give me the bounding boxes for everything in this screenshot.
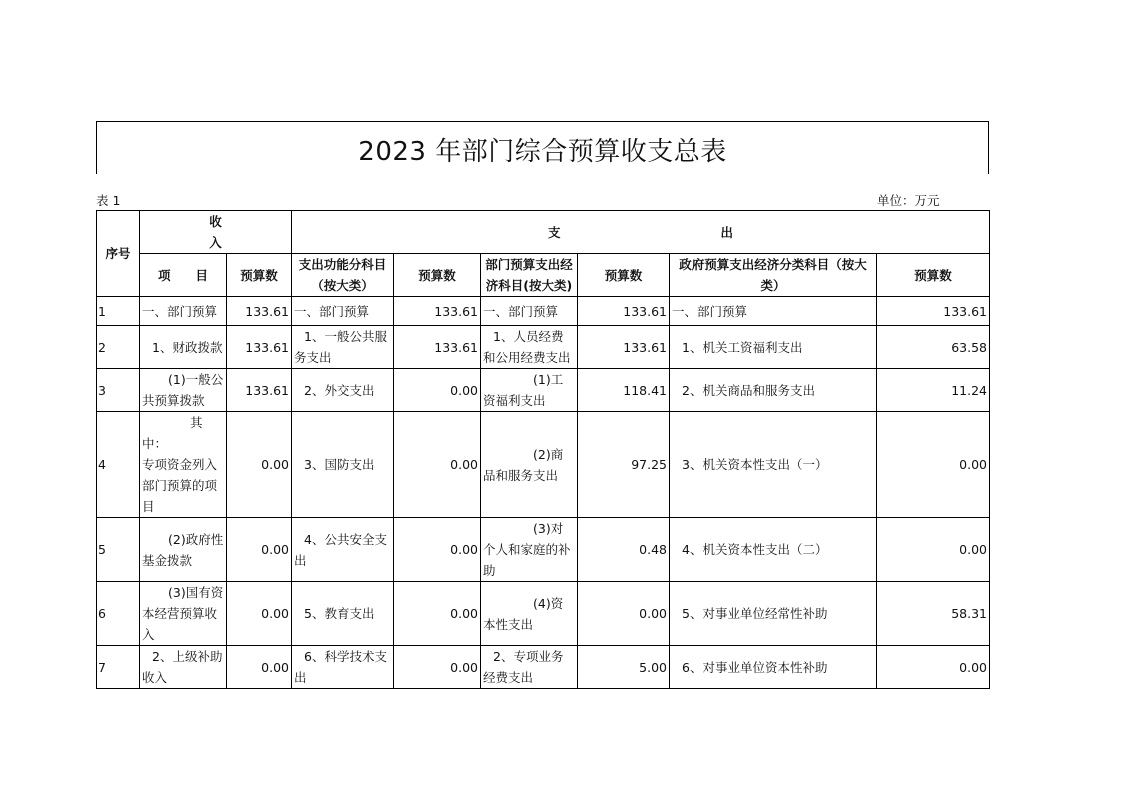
income-item-prefix: 其中： (142, 415, 203, 451)
row-seq: 2 (97, 326, 140, 369)
income-budget: 133.61 (227, 369, 292, 412)
header-row-2 (97, 254, 990, 297)
row-seq: 3 (97, 369, 140, 412)
income-item (140, 412, 227, 518)
dept-item: (4)资本性支出 (481, 582, 578, 646)
income-group-header (140, 211, 292, 254)
income-item: (2)政府性基金拨款 (140, 518, 227, 582)
gov-econ-header: 政府预算支出经济分类科目（按大类） (670, 254, 877, 297)
func-budget: 133.61 (394, 297, 481, 326)
income-budget: 0.00 (227, 412, 292, 518)
func-item: 4、公共安全支出 (292, 518, 394, 582)
func-budget: 0.00 (394, 518, 481, 582)
table-row (97, 646, 990, 689)
seq-header: 序号 (97, 211, 140, 297)
expense-group-label-left: 支 (547, 224, 561, 240)
dept-item: (1)工资福利支出 (481, 369, 578, 412)
dept-budget: 0.48 (578, 518, 670, 582)
func-item: 3、国防支出 (292, 412, 394, 518)
gov-item: 1、机关工资福利支出 (670, 326, 877, 369)
func-budget: 0.00 (394, 646, 481, 689)
gov-budget: 0.00 (877, 518, 990, 582)
row-seq: 1 (97, 297, 140, 326)
expense-group-header (292, 211, 990, 254)
dept-item: (3)对个人和家庭的补助 (481, 518, 578, 582)
dept-item: 2、专项业务经费支出 (481, 646, 578, 689)
income-budget: 0.00 (227, 646, 292, 689)
gov-item: 2、机关商品和服务支出 (670, 369, 877, 412)
dept-budget: 97.25 (578, 412, 670, 518)
func-item: 6、科学技术支出 (292, 646, 394, 689)
income-item: 2、上级补助收入 (140, 646, 227, 689)
row-seq: 6 (97, 582, 140, 646)
dept-item: 一、部门预算 (481, 297, 578, 326)
income-budget: 0.00 (227, 582, 292, 646)
gov-budget-header: 预算数 (877, 254, 990, 297)
gov-item: 5、对事业单位经常性补助 (670, 582, 877, 646)
gov-item: 6、对事业单位资本性补助 (670, 646, 877, 689)
func-budget: 0.00 (394, 582, 481, 646)
dept-item: (2)商品和服务支出 (481, 412, 578, 518)
income-budget: 133.61 (227, 297, 292, 326)
gov-item: 4、机关资本性支出（二） (670, 518, 877, 582)
budget-table (96, 210, 990, 689)
gov-budget: 0.00 (877, 646, 990, 689)
income-item: 一、部门预算 (140, 297, 227, 326)
row-seq: 4 (97, 412, 140, 518)
unit-label: 单位：万元 (877, 193, 940, 208)
func-class-header: 支出功能分科目（按大类） (292, 254, 394, 297)
income-budget: 133.61 (227, 326, 292, 369)
income-budget-header: 预算数 (227, 254, 292, 297)
func-item: 5、教育支出 (292, 582, 394, 646)
income-item: (3)国有资本经营预算收入 (140, 582, 227, 646)
dept-econ-header: 部门预算支出经济科目(按大类) (481, 254, 578, 297)
dept-budget: 133.61 (578, 326, 670, 369)
income-group-label-2: 入 (209, 235, 222, 250)
income-item: 1、财政拨款 (140, 326, 227, 369)
gov-budget: 133.61 (877, 297, 990, 326)
table-row (97, 297, 990, 326)
income-budget: 0.00 (227, 518, 292, 582)
gov-budget: 11.24 (877, 369, 990, 412)
func-item: 2、外交支出 (292, 369, 394, 412)
func-item: 一、部门预算 (292, 297, 394, 326)
income-item: (1)一般公共预算拨款 (140, 369, 227, 412)
table-row (97, 412, 990, 518)
dept-budget-header: 预算数 (578, 254, 670, 297)
income-group-label-1: 收 (209, 214, 222, 229)
gov-budget: 63.58 (877, 326, 990, 369)
dept-budget: 0.00 (578, 582, 670, 646)
gov-item: 3、机关资本性支出（一） (670, 412, 877, 518)
table-row (97, 582, 990, 646)
table-row (97, 369, 990, 412)
title-box (96, 121, 989, 174)
func-budget: 133.61 (394, 326, 481, 369)
header-row-1 (97, 211, 990, 254)
table-row (97, 326, 990, 369)
table-number: 表 1 (96, 193, 121, 208)
gov-budget: 58.31 (877, 582, 990, 646)
func-budget: 0.00 (394, 369, 481, 412)
func-budget: 0.00 (394, 412, 481, 518)
row-seq: 7 (97, 646, 140, 689)
func-budget-header: 预算数 (394, 254, 481, 297)
income-item-text: 专项资金列入部门预算的项目 (142, 457, 218, 514)
func-item: 1、一般公共服务支出 (292, 326, 394, 369)
dept-budget: 5.00 (578, 646, 670, 689)
expense-group-label-right: 出 (720, 224, 734, 240)
gov-budget: 0.00 (877, 412, 990, 518)
item-header: 项 目 (140, 254, 227, 297)
page-title: 2023 年部门综合预算收支总表 (358, 137, 727, 167)
dept-budget: 133.61 (578, 297, 670, 326)
table-row (97, 518, 990, 582)
dept-item: 1、人员经费和公用经费支出 (481, 326, 578, 369)
gov-item: 一、部门预算 (670, 297, 877, 326)
row-seq: 5 (97, 518, 140, 582)
dept-budget: 118.41 (578, 369, 670, 412)
